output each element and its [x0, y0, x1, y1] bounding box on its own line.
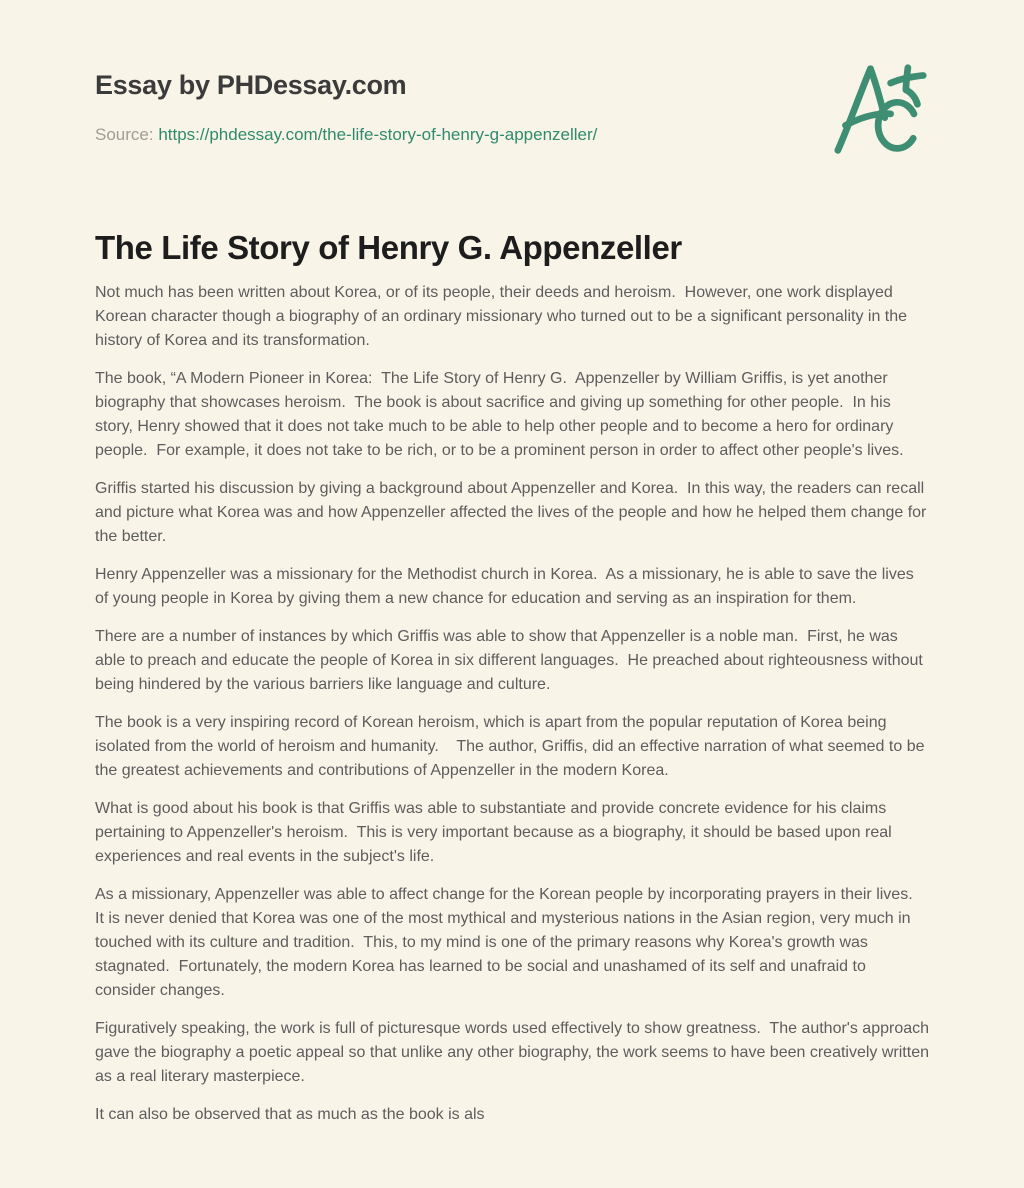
a-plus-logo-icon [833, 55, 929, 165]
page-header [95, 70, 929, 165]
essay-title: The Life Story of Henry G. Appenzeller [95, 229, 682, 266]
essay-paragraph: The book is a very inspiring record of Korean heroism, which is apart from the popular reputation of Korea being isolated from the world of heroism and humanity. The author, Griffis, did an effective narration of what seemed to be the greatest achievements and contributions of Appenzeller in the modern Korea. [95, 714, 929, 779]
essay-paragraph: Figuratively speaking, the work is full of picturesque words used effectively to show greatness. The author's approach gave the biography a poetic appeal so that unlike any other biography, the work seems to have been creatively written as a real literary masterpiece. [95, 1020, 934, 1085]
essay-paragraph: Griffis started his discussion by giving a background about Appenzeller and Korea. In this way, the readers can recall and picture what Korea was and how Appenzeller affected the lives of the people and how he helped them change for the better. [95, 480, 931, 545]
essay-paragraph: Not much has been written about Korea, or of its people, their deeds and heroism. However, one work displayed Korean character though a biography of an ordinary missionary who turned out to be a significant personality in the history of Korea and its transformation. [95, 284, 912, 349]
essay-paragraph: As a missionary, Appenzeller was able to affect change for the Korean people by incorporating prayers in their lives. It is never denied that Korea was one of the most mythical and mysterious nations in the Asian region, very much in touched with its culture and tradition. This, to my mind is one of the primary reasons why Korea's growth was stagnated. Fortunately, the modern Korea has learned to be social and unashamed of its self and unafraid to consider changes. [95, 886, 922, 999]
header-text-block [95, 70, 597, 145]
essay-paragraph: It can also be observed that as much as the book is als [95, 1106, 485, 1123]
essay-paragraph: There are a number of instances by which Griffis was able to show that Appenzeller is a noble man. First, he was able to preach and educate the people of Korea in six different languages. He preached about righteousness without being hindered by the various barriers like language and culture. [95, 628, 928, 693]
source-link[interactable]: https://phdessay.com/the-life-story-of-henry-g-appenzeller/ [158, 125, 598, 144]
source-label: Source: [95, 125, 154, 144]
site-title: Essay by PHDessay.com [95, 70, 407, 100]
essay-paragraph: Henry Appenzeller was a missionary for the Methodist church in Korea. As a missionary, he is able to save the lives of young people in Korea by giving them a new chance for education and serving as an inspiration for them. [95, 566, 919, 607]
essay-paragraph: What is good about his book is that Griffis was able to substantiate and provide concrete evidence for his claims pertaining to Appenzeller's heroism. This is very important because as a biography, it should be based upon real experiences and real events in the subject's life. [95, 800, 897, 865]
source-line [95, 125, 597, 145]
essay-body [95, 281, 934, 1127]
essay-paragraph: The book, “A Modern Pioneer in Korea: The Life Story of Henry G. Appenzeller by William Griffis, is yet another biography that showcases heroism. The book is about sacrifice and giving up something for other people. In his story, Henry showed that it does not take much to be able to help other people and to become a hero for ordinary people. For example, it does not take to be rich, or to be a prominent person in order to affect other people's lives. [95, 370, 904, 459]
essay-content [95, 229, 934, 1127]
